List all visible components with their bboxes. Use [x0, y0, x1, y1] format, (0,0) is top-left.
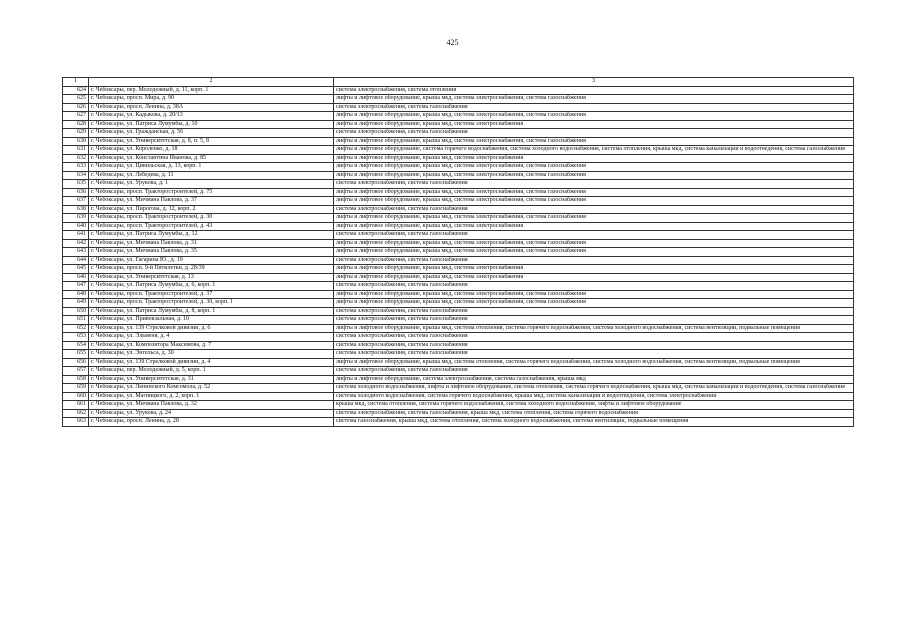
table-row	[63, 137, 854, 146]
table-row	[63, 231, 854, 240]
works-cell: лифты и лифтовое оборудование, система горячего водоснабжения, система холодного водоснабжения, система отопления, крыша мкд, система канализации и водоотведения, система газоснабжения	[334, 146, 854, 155]
address-cell: г. Чебоксары, ул. Гражданская, д. 56	[89, 129, 334, 138]
address-cell: г. Чебоксары, ул. Университетская, д. 31	[89, 375, 334, 384]
table-row	[63, 171, 854, 180]
works-cell: лифты и лифтовое оборудование, система электроснабжения, система газоснабжения, крыша мкд	[334, 375, 854, 384]
row-number-cell: 639	[63, 214, 89, 223]
works-cell: лифты и лифтовое оборудование, крыша мкд, система электроснабжения, система газоснабжения	[334, 112, 854, 121]
row-number-cell: 631	[63, 146, 89, 155]
row-number-cell: 650	[63, 307, 89, 316]
works-cell: система электроснабжения, система газоснабжения	[334, 205, 854, 214]
address-cell: г. Чебоксары, просп. Тракторостроителей, д. 30, корп. 1	[89, 299, 334, 308]
table-row	[63, 273, 854, 282]
address-cell: г. Чебоксары, просп. Тракторостроителей, д. 75	[89, 188, 334, 197]
page-number: 425	[446, 38, 459, 47]
works-cell: система холодного водоснабжения, лифты и лифтовое оборудование, система отопления, система горячего водоснабжения, крыша мкд, система канализации и водоотведения, система газоснабжения	[334, 384, 854, 393]
address-cell: г. Чебоксары, ул. Патриса Лумумбы, д. 10	[89, 120, 334, 129]
address-cell: г. Чебоксары, ул. Мичмана Павлова, д. 35	[89, 248, 334, 257]
row-number-cell: 645	[63, 265, 89, 274]
works-cell: система электроснабжения, система газоснабжения	[334, 333, 854, 342]
works-cell: лифты и лифтовое оборудование, крыша мкд, система электроснабжения, система газоснабжения	[334, 299, 854, 308]
table-row	[63, 401, 854, 410]
row-number-cell: 652	[63, 324, 89, 333]
table-row	[63, 282, 854, 291]
address-cell: г. Чебоксары, ул. Магницкого, д. 2, корп. 1	[89, 392, 334, 401]
address-cell: г. Чебоксары, ул. Ленинского Комсомола, д. 52	[89, 384, 334, 393]
table-row	[63, 205, 854, 214]
works-cell: лифты и лифтовое оборудование, крыша мкд, система электроснабжения	[334, 273, 854, 282]
address-cell: г. Чебоксары, просп. 9-й Пятилетки, д. 28/39	[89, 265, 334, 274]
table-row	[63, 350, 854, 359]
row-number-cell: 661	[63, 401, 89, 410]
row-number-cell: 638	[63, 205, 89, 214]
row-number-cell: 641	[63, 231, 89, 240]
works-cell: система электроснабжения, система газоснабжения	[334, 316, 854, 325]
row-number-cell: 655	[63, 350, 89, 359]
table-row	[63, 316, 854, 325]
row-number-cell: 658	[63, 375, 89, 384]
table-row	[63, 324, 854, 333]
row-number-cell: 637	[63, 197, 89, 206]
table-body	[63, 86, 854, 426]
works-cell: лифты и лифтовое оборудование, крыша мкд, система электроснабжения, система газоснабжения	[334, 197, 854, 206]
row-number-cell: 649	[63, 299, 89, 308]
works-cell: лифты и лифтовое оборудование, крыша мкд, система электроснабжения	[334, 154, 854, 163]
works-cell: лифты и лифтовое оборудование, крыша мкд, система электроснабжения, система газоснабжения	[334, 214, 854, 223]
row-number-cell: 628	[63, 120, 89, 129]
table-row	[63, 375, 854, 384]
address-cell: г. Чебоксары, ул. Мичмана Павлова, д. 31	[89, 239, 334, 248]
row-number-cell: 630	[63, 137, 89, 146]
works-cell: система электроснабжения, система газоснабжения	[334, 180, 854, 189]
row-number-cell: 660	[63, 392, 89, 401]
address-cell: г. Чебоксары, ул. 139 Стрелковой дивизии, д. 4	[89, 358, 334, 367]
works-cell: система электроснабжения, система газоснабжения	[334, 103, 854, 112]
address-cell: г. Чебоксары, ул. Мичмана Павлова, д. 32	[89, 401, 334, 410]
table-row	[63, 197, 854, 206]
works-cell: лифты и лифтовое оборудование, крыша мкд, система электроснабжения	[334, 265, 854, 274]
table-row	[63, 154, 854, 163]
address-cell: г. Чебоксары, пер. Молодежный, д. 5, корп. 1	[89, 367, 334, 376]
address-cell: г. Чебоксары, ул. Патриса Лумумбы, д. 8, корп. 1	[89, 307, 334, 316]
column-header-address: 2	[89, 78, 334, 87]
row-number-cell: 632	[63, 154, 89, 163]
address-cell: г. Чебоксары, ул. Константина Иванова, д. 85	[89, 154, 334, 163]
works-cell: лифты и лифтовое оборудование, крыша мкд, система отопления, система горячего водоснабжения, система холодного водоснабжения, система вентиляции, подвальные помещения	[334, 358, 854, 367]
works-cell: система электроснабжения, система газоснабжения	[334, 350, 854, 359]
address-cell: г. Чебоксары, ул. Лебедева, д. 11	[89, 171, 334, 180]
address-cell: г. Чебоксары, просп. Ленина, д. 38А	[89, 103, 334, 112]
address-cell: г. Чебоксары, просп. Тракторостроителей, д. 43	[89, 222, 334, 231]
row-number-cell: 646	[63, 273, 89, 282]
table-row	[63, 358, 854, 367]
table-row	[63, 103, 854, 112]
table-row	[63, 120, 854, 129]
row-number-cell: 654	[63, 341, 89, 350]
row-number-cell: 634	[63, 171, 89, 180]
row-number-cell: 629	[63, 129, 89, 138]
works-cell: лифты и лифтовое оборудование, крыша мкд, система электроснабжения, система газоснабжения	[334, 248, 854, 257]
works-cell: система электроснабжения, система отопления	[334, 86, 854, 95]
address-cell: г. Чебоксары, просп. Тракторостроителей, д. 30	[89, 214, 334, 223]
row-number-cell: 636	[63, 188, 89, 197]
row-number-cell: 633	[63, 163, 89, 172]
table-row	[63, 341, 854, 350]
address-cell: г. Чебоксары, ул. Урукова, д. 1	[89, 180, 334, 189]
address-cell: г. Чебоксары, ул. Энгельса, д. 30	[89, 350, 334, 359]
works-cell: система электроснабжения, система газоснабжения	[334, 282, 854, 291]
row-number-cell: 642	[63, 239, 89, 248]
table-header-row	[63, 78, 854, 87]
table-row	[63, 409, 854, 418]
row-number-cell: 648	[63, 290, 89, 299]
address-cell: г. Чебоксары, ул. Урукова, д. 24	[89, 409, 334, 418]
works-cell: лифты и лифтовое оборудование, крыша мкд, система электроснабжения, система газоснабжения	[334, 239, 854, 248]
table-row	[63, 112, 854, 121]
address-cell: г. Чебоксары, просп. Тракторостроителей, д. 37	[89, 290, 334, 299]
works-cell: лифты и лифтовое оборудование, крыша мкд, система электроснабжения	[334, 120, 854, 129]
table-row	[63, 214, 854, 223]
works-cell: крыша мкд, система отопления, система горячего водоснабжения, система холодного водоснабжения, лифты и лифтовое оборудование	[334, 401, 854, 410]
works-cell: лифты и лифтовое оборудование, крыша мкд, система отопления, система горячего водоснабжения, система холодного водоснабжения, система вентиляции, подвальные помещения	[334, 324, 854, 333]
table-row	[63, 384, 854, 393]
address-cell: г. Чебоксары, просп. Мира, д. 90	[89, 95, 334, 104]
address-cell: г. Чебоксары, ул. Университетская, д. 8, п. 5, 8	[89, 137, 334, 146]
address-cell: г. Чебоксары, ул. Кадыкова, д. 20/13	[89, 112, 334, 121]
works-cell: система электроснабжения, система газоснабжения	[334, 129, 854, 138]
address-cell: г. Чебоксары, ул. Композитора Максимова, д. 7	[89, 341, 334, 350]
row-number-cell: 653	[63, 333, 89, 342]
row-number-cell: 644	[63, 256, 89, 265]
row-number-cell: 643	[63, 248, 89, 257]
works-cell: лифты и лифтовое оборудование, крыша мкд, система электроснабжения	[334, 222, 854, 231]
table-row	[63, 239, 854, 248]
works-cell: система электроснабжения, система газоснабжения	[334, 231, 854, 240]
table-row	[63, 392, 854, 401]
row-number-cell: 626	[63, 103, 89, 112]
address-cell: г. Чебоксары, ул. 139 Стрелковой дивизии, д. 6	[89, 324, 334, 333]
works-cell: система электроснабжения, система газоснабжения, крыша мкд, система отопления, система горячего водоснабжения	[334, 409, 854, 418]
address-cell: г. Чебоксары, ул. Гагарина Ю., д. 19	[89, 256, 334, 265]
row-number-cell: 627	[63, 112, 89, 121]
table-row	[63, 265, 854, 274]
works-cell: лифты и лифтовое оборудование, крыша мкд, система электроснабжения, система газоснабжения	[334, 137, 854, 146]
table-row	[63, 418, 854, 427]
works-cell: лифты и лифтовое оборудование, крыша мкд, система электроснабжения, система газоснабжения	[334, 95, 854, 104]
row-number-cell: 651	[63, 316, 89, 325]
address-cell: г. Чебоксары, ул. Пирогова, д. 12, корп. 2	[89, 205, 334, 214]
table-row	[63, 307, 854, 316]
works-cell: система электроснабжения, система газоснабжения	[334, 341, 854, 350]
table-row	[63, 222, 854, 231]
row-number-cell: 625	[63, 95, 89, 104]
table-row	[63, 129, 854, 138]
works-cell: лифты и лифтовое оборудование, крыша мкд, система электроснабжения, система газоснабжения	[334, 188, 854, 197]
row-number-cell: 640	[63, 222, 89, 231]
address-cell: г. Чебоксары, просп. Ленина, д. 28	[89, 418, 334, 427]
table-row	[63, 146, 854, 155]
address-cell: г. Чебоксары, ул. Патриса Лумумбы, д. 12	[89, 231, 334, 240]
table-row	[63, 95, 854, 104]
address-cell: г. Чебоксары, ул. Патриса Лумумбы, д. 6, корп. 1	[89, 282, 334, 291]
table-row	[63, 248, 854, 257]
row-number-cell: 663	[63, 418, 89, 427]
address-cell: г. Чебоксары, ул. Цивильская, д. 13, корп. 1	[89, 163, 334, 172]
table-row	[63, 367, 854, 376]
works-cell: система холодного водоснабжения, система горячего водоснабжения, крыша мкд, система канализации и водоотведения, система электроснабжения	[334, 392, 854, 401]
table-row	[63, 86, 854, 95]
row-number-cell: 624	[63, 86, 89, 95]
address-cell: г. Чебоксары, ул. Университетская, д. 13	[89, 273, 334, 282]
row-number-cell: 635	[63, 180, 89, 189]
table-row	[63, 188, 854, 197]
row-number-cell: 657	[63, 367, 89, 376]
works-cell: лифты и лифтовое оборудование, крыша мкд, система электроснабжения, система газоснабжения	[334, 171, 854, 180]
address-cell: г. Чебоксары, ул. Привокзальная, д. 10	[89, 316, 334, 325]
works-cell: лифты и лифтовое оборудование, крыша мкд, система электроснабжения, система газоснабжения	[334, 163, 854, 172]
table-row	[63, 299, 854, 308]
table-row	[63, 163, 854, 172]
table-row	[63, 256, 854, 265]
works-cell: система газоснабжения, крыша мкд, система отопления, система холодного водоснабжения, система вентиляции, подвальные помещения	[334, 418, 854, 427]
row-number-cell: 647	[63, 282, 89, 291]
registry-table	[62, 77, 854, 427]
works-cell: система электроснабжения, система газоснабжения	[334, 256, 854, 265]
address-cell: г. Чебоксары, ул. Мичмана Павлова, д. 37	[89, 197, 334, 206]
table-row	[63, 290, 854, 299]
works-cell: система электроснабжения, система газоснабжения	[334, 367, 854, 376]
works-cell: система электроснабжения, система газоснабжения	[334, 307, 854, 316]
column-header-works: 3	[334, 78, 854, 87]
table-row	[63, 180, 854, 189]
row-number-cell: 659	[63, 384, 89, 393]
address-cell: г. Чебоксары, пер. Молодежный, д. 11, корп. 1	[89, 86, 334, 95]
row-number-cell: 662	[63, 409, 89, 418]
table-row	[63, 333, 854, 342]
address-cell: г. Чебоксары, ул. Короленко, д. 18	[89, 146, 334, 155]
address-cell: г. Чебоксары, ул. Эльменя, д. 4	[89, 333, 334, 342]
column-header-number: 1	[63, 78, 89, 87]
row-number-cell: 656	[63, 358, 89, 367]
works-cell: лифты и лифтовое оборудование, крыша мкд, система электроснабжения, система газоснабжения	[334, 290, 854, 299]
